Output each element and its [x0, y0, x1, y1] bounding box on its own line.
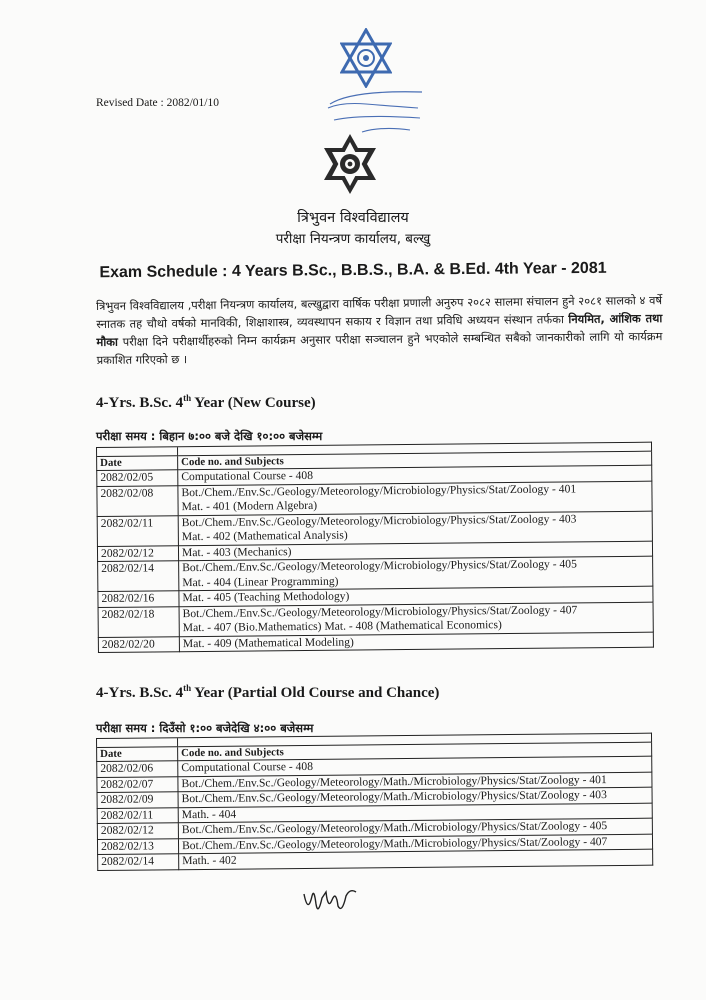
- subject-line: Bot./Chem./Env.Sc./Geology/Meteorology/Microbiology/Physics/Stat/Zoology - 405: [182, 557, 577, 575]
- intro-text-2: परीक्षा दिने परीक्षार्थीहरुको निम्न कार्यक्रम अनुसार परीक्षा सञ्चालन हुने भएकोले सम्बन्धित सबैको जानकारीको लागि यो कार्यक्रम प्रकाशित गरिएको छ ।: [96, 329, 663, 367]
- exam-time-new-course: परीक्षा समय : बिहान ७:०० बजे देखि १०:०० बजेसम्म: [96, 429, 323, 443]
- signature-icon: [300, 884, 360, 918]
- exam-date: 2082/02/07: [97, 776, 178, 792]
- header-subjects: Code no. and Subjects: [178, 742, 652, 761]
- subject-line: Mat. - 407 (Bio.Mathematics) Mat. - 408 (Mathematical Economics): [182, 618, 502, 635]
- exam-time-partial-old-course: परीक्षा समय : दिउँसो १:०० बजेदेखि ४:०० बजेसम्म: [96, 721, 314, 735]
- subject-line: Bot./Chem./Env.Sc./Geology/Meteorology/Math./Microbiology/Physics/Stat/Zoology - 403: [181, 788, 607, 806]
- section-title-text: Year (Partial Old Course and Chance): [191, 685, 440, 701]
- section-title-partial-old-course: [96, 683, 439, 702]
- subject-line: Bot./Chem./Env.Sc./Geology/Meteorology/Microbiology/Physics/Stat/Zoology - 401: [181, 481, 577, 499]
- exam-date: 2082/02/12: [97, 823, 178, 839]
- subjects-cell: [178, 511, 652, 546]
- subject-line: Mat. - 403 (Mechanics): [181, 544, 292, 559]
- subject-line: Computational Course - 408: [181, 468, 314, 484]
- exam-date: 2082/02/11: [97, 807, 178, 823]
- intro-paragraph: [96, 291, 663, 369]
- subject-line: Computational Course - 408: [181, 759, 314, 775]
- exam-date: 2082/02/08: [97, 485, 178, 516]
- exam-date: 2082/02/12: [97, 545, 178, 561]
- section-title-text: 4-Yrs. B.Sc. 4: [96, 395, 184, 411]
- exam-date: 2082/02/18: [98, 606, 179, 637]
- intro-text-bold: नियमित, आंशिक तथा मौका: [96, 311, 663, 349]
- tu-emblem-bottom-icon: [322, 132, 378, 196]
- header-date: Date: [97, 456, 178, 471]
- exam-date: 2082/02/16: [98, 591, 179, 607]
- subject-line: Mat. - 401 (Modern Algebra): [181, 498, 318, 514]
- section-title-text: 4-Yrs. B.Sc. 4: [96, 685, 184, 701]
- subject-line: Bot./Chem./Env.Sc./Geology/Meteorology/Microbiology/Physics/Stat/Zoology - 403: [181, 511, 577, 529]
- tu-emblem-top-icon: [340, 28, 392, 88]
- header-subjects: Code no. and Subjects: [178, 451, 652, 470]
- exam-date: 2082/02/05: [97, 470, 178, 486]
- exam-date: 2082/02/14: [98, 561, 179, 592]
- subjects-cell: [179, 556, 653, 591]
- exam-date: 2082/02/14: [98, 854, 179, 870]
- office-name: परीक्षा नियन्त्रण कार्यालय, बल्खु: [275, 231, 431, 247]
- subject-line: Math. - 404: [181, 807, 237, 821]
- subject-line: Mat. - 405 (Teaching Methodology): [182, 589, 350, 605]
- section-title-sup: th: [183, 393, 192, 403]
- subject-line: Mat. - 402 (Mathematical Analysis): [181, 528, 348, 544]
- section-title-new-course: [96, 393, 316, 412]
- revised-date: Revised Date : 2082/01/10: [96, 97, 219, 109]
- header-date: Date: [97, 747, 178, 762]
- schedule-table-new-course: [96, 442, 654, 653]
- schedule-table-partial-old-course: [96, 733, 653, 871]
- section-title-sup: th: [183, 683, 192, 693]
- subject-line: Bot./Chem./Env.Sc./Geology/Meteorology/Microbiology/Physics/Stat/Zoology - 407: [182, 602, 578, 620]
- subject-line: Mat. - 404 (Linear Programming): [182, 574, 339, 589]
- subject-line: Bot./Chem./Env.Sc./Geology/Meteorology/Math./Microbiology/Physics/Stat/Zoology - 407: [181, 834, 608, 852]
- intro-text-1: त्रिभुवन विश्वविद्यालय ,परीक्षा नियन्त्रण कार्यालय, बल्खुद्वारा वार्षिक परीक्षा प्रणाली अनुरुप २०८२ सालमा संचालन हुने २०८१ सालको ४ वर्षे स्नातक तह चौथो वर्षको मानविकी, शिक्षाशास्त्र, व्यवस्थापन सकाय र विज्ञान तथा प्रविधि अध्ययन संस्थान तर्फका: [96, 293, 663, 331]
- subjects-cell: [178, 481, 652, 516]
- subject-line: Bot./Chem./Env.Sc./Geology/Meteorology/Math./Microbiology/Physics/Stat/Zoology - 401: [181, 772, 607, 790]
- exam-date: 2082/02/06: [97, 761, 178, 777]
- subject-line: Mat. - 409 (Mathematical Modeling): [182, 635, 354, 650]
- main-title: Exam Schedule : 4 Years B.Sc., B.B.S., B.A. & B.Ed. 4th Year - 2081: [99, 259, 607, 282]
- section-title-text: Year (New Course): [191, 395, 316, 411]
- subjects-cell: [179, 602, 653, 637]
- exam-date: 2082/02/20: [98, 636, 179, 652]
- exam-date: 2082/02/13: [97, 838, 178, 854]
- subject-line: Math. - 402: [182, 853, 237, 868]
- subject-line: Bot./Chem./Env.Sc./Geology/Meteorology/Math./Microbiology/Physics/Stat/Zoology - 405: [181, 819, 608, 837]
- exam-date: 2082/02/11: [97, 515, 178, 546]
- university-name: त्रिभुवन विश्वविद्यालय: [297, 210, 409, 226]
- exam-date: 2082/02/09: [97, 792, 178, 808]
